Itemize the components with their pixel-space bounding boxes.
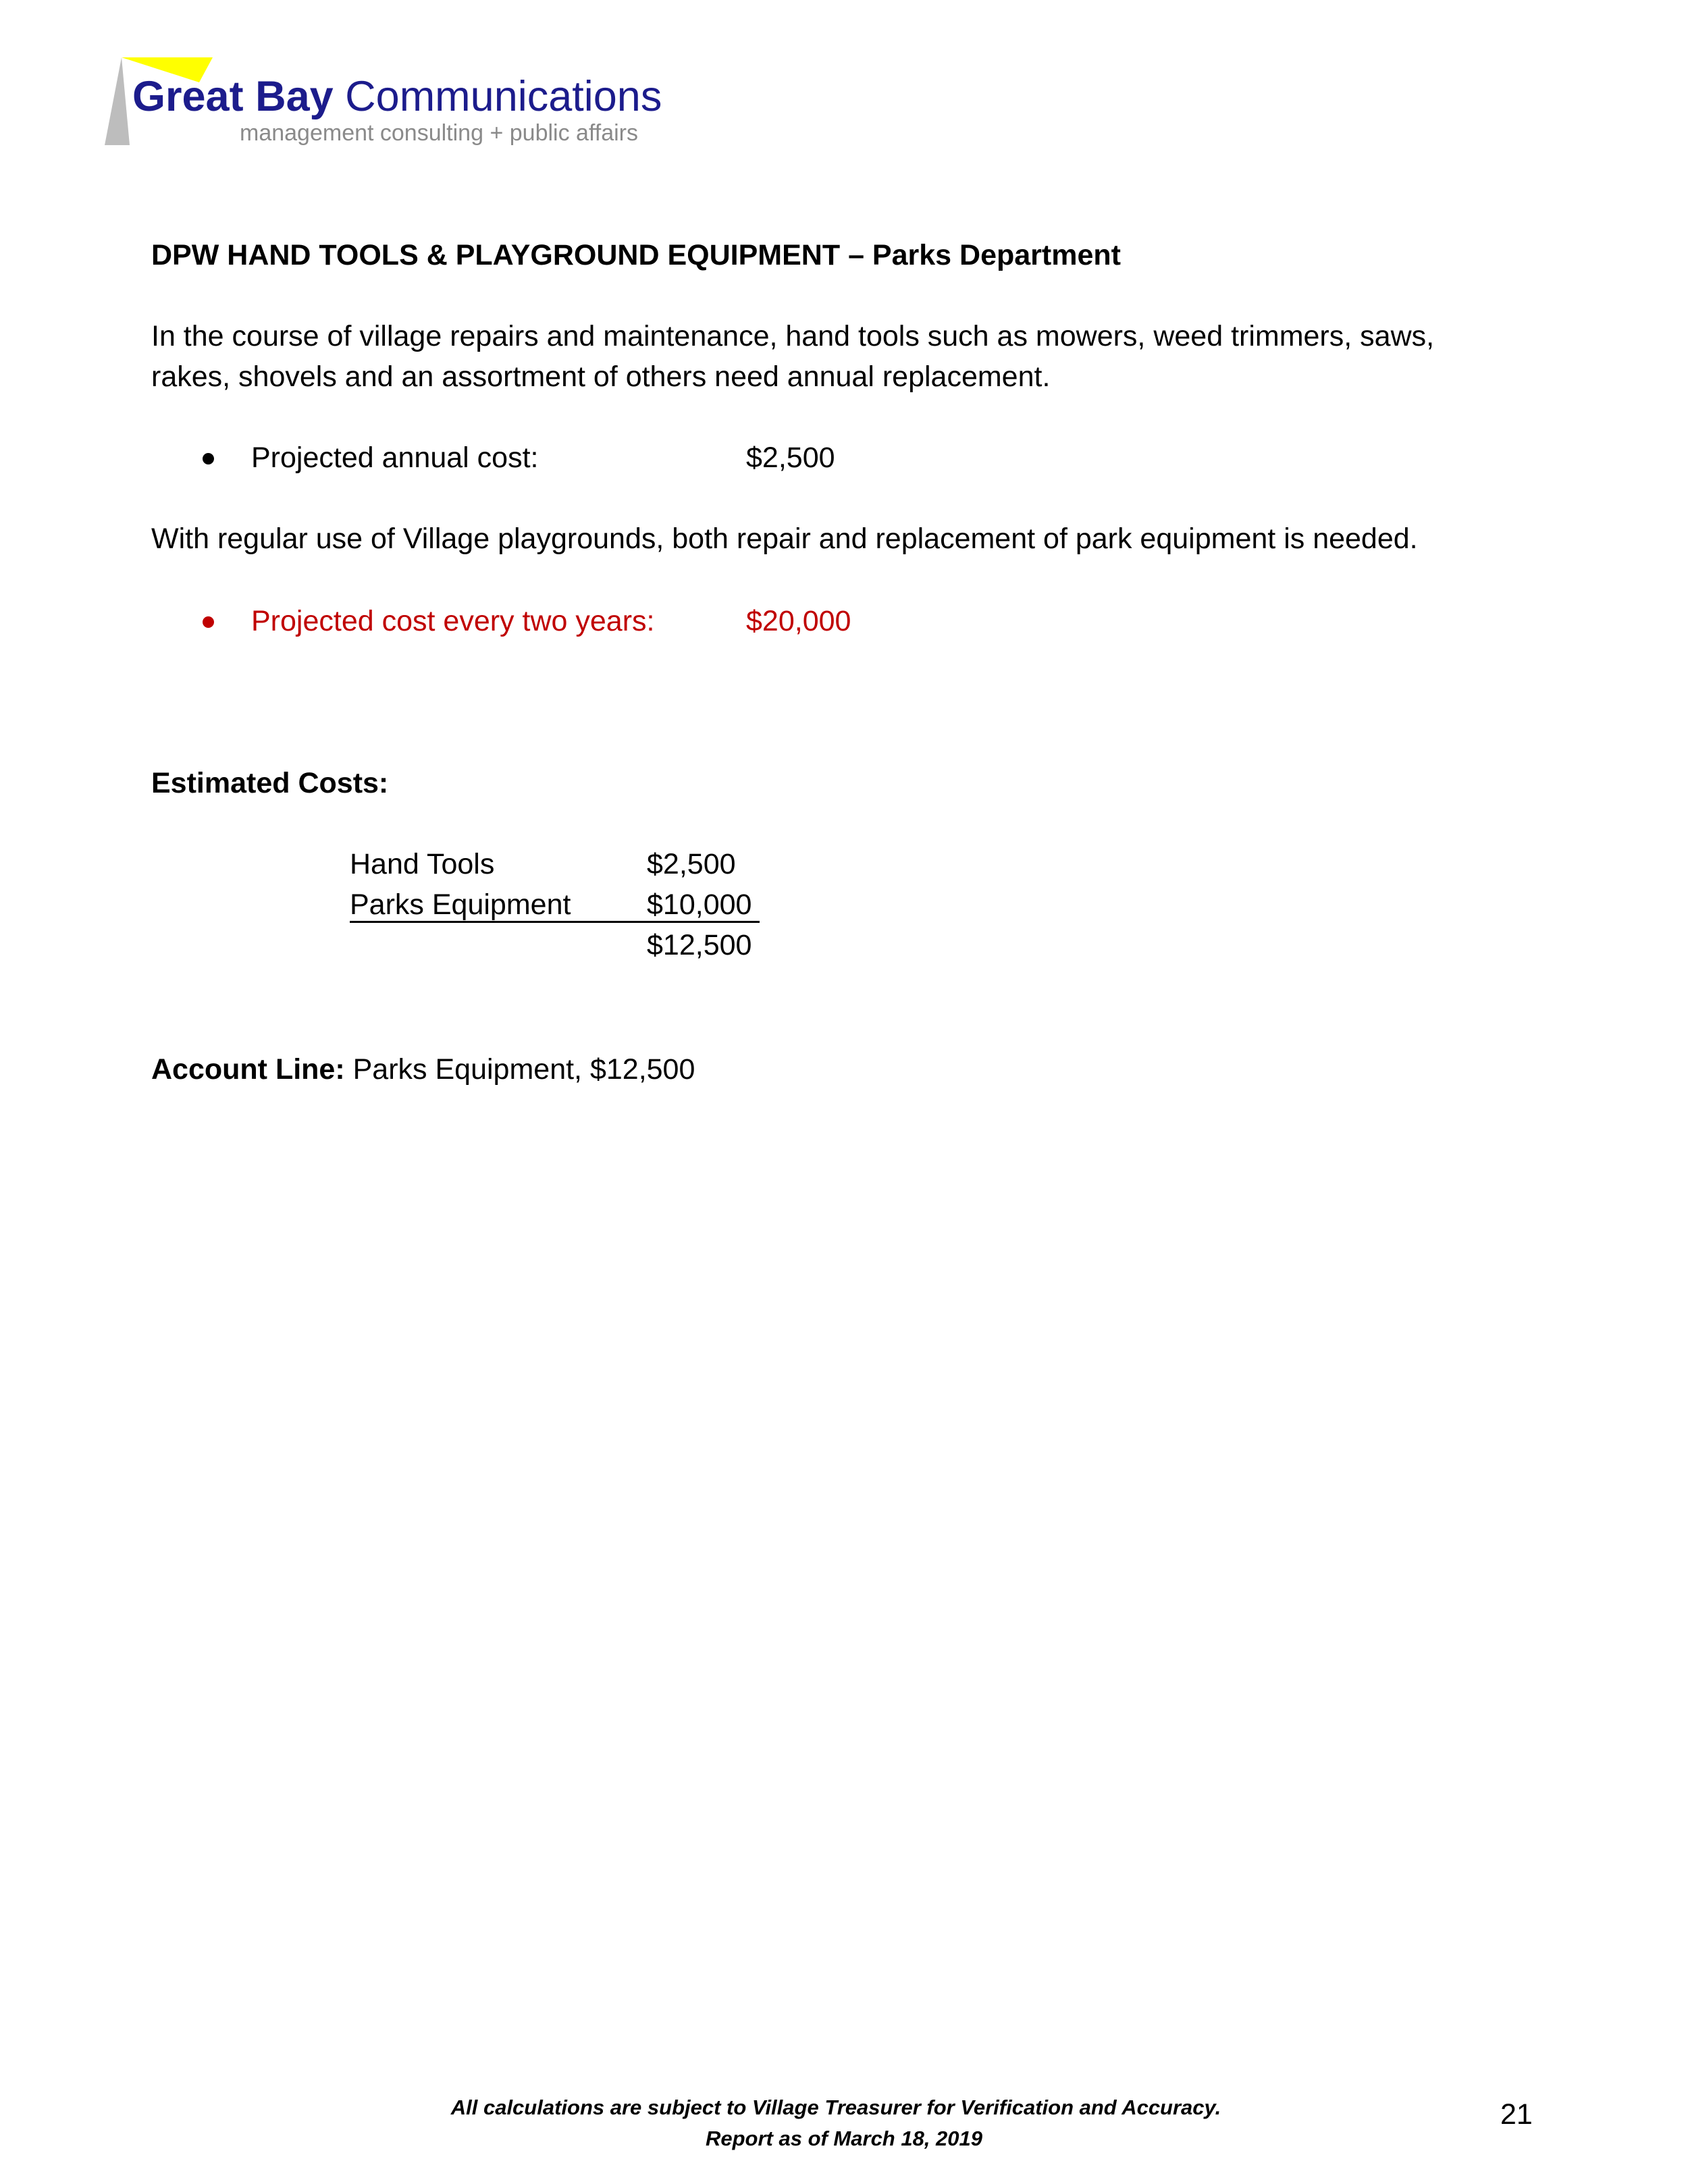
footer-disclaimer: All calculations are subject to Village Treasurer for Verification and Accuracy.: [450, 2096, 1221, 2119]
bullet-biennial-label: Projected cost every two years:: [251, 605, 655, 637]
cost-label: Parks Equipment: [350, 888, 571, 921]
cost-value: $10,000: [647, 888, 752, 921]
bullet-dot-icon: [203, 616, 214, 628]
page-number: 21: [1500, 2098, 1533, 2131]
cost-row: [350, 844, 762, 884]
logo-name-rest: Communications: [345, 73, 662, 120]
subtotal-rule: [350, 921, 760, 923]
section-heading: DPW HAND TOOLS & PLAYGROUND EQUIPMENT – Parks Department: [151, 239, 1121, 271]
estimated-costs-table: [350, 844, 762, 965]
intro-line-1: In the course of village repairs and maintenance, hand tools such as mowers, weed trimmers, saws,: [151, 320, 1435, 352]
intro-paragraph: [151, 316, 1434, 397]
bullet-biennial-value: $20,000: [746, 605, 851, 637]
account-line: [151, 1049, 695, 1090]
cost-value: $2,500: [647, 848, 736, 880]
cost-label: Hand Tools: [350, 848, 495, 880]
estimated-costs-heading: Estimated Costs:: [151, 767, 389, 799]
footer-report-date: Report as of March 18, 2019: [705, 2127, 983, 2150]
account-line-value: Parks Equipment, $12,500: [344, 1053, 695, 1086]
cost-total-row: [350, 925, 762, 965]
company-logo: [101, 54, 682, 155]
bullet-dot-icon: [203, 453, 214, 464]
logo-tagline: management consulting + public affairs: [240, 120, 639, 146]
logo-name-strong: Great Bay: [132, 73, 334, 120]
logo-company-name: [132, 73, 662, 120]
bullet-annual-value: $2,500: [746, 442, 835, 474]
account-line-label: Account Line:: [151, 1053, 345, 1086]
bullet-annual-label: Projected annual cost:: [251, 442, 539, 474]
cost-row: [350, 884, 762, 925]
cost-total-value: $12,500: [647, 929, 752, 961]
playground-paragraph: With regular use of Village playgrounds, both repair and replacement of park equipment is needed.: [151, 523, 1418, 555]
intro-line-2: rakes, shovels and an assortment of others need annual replacement.: [151, 361, 1051, 393]
